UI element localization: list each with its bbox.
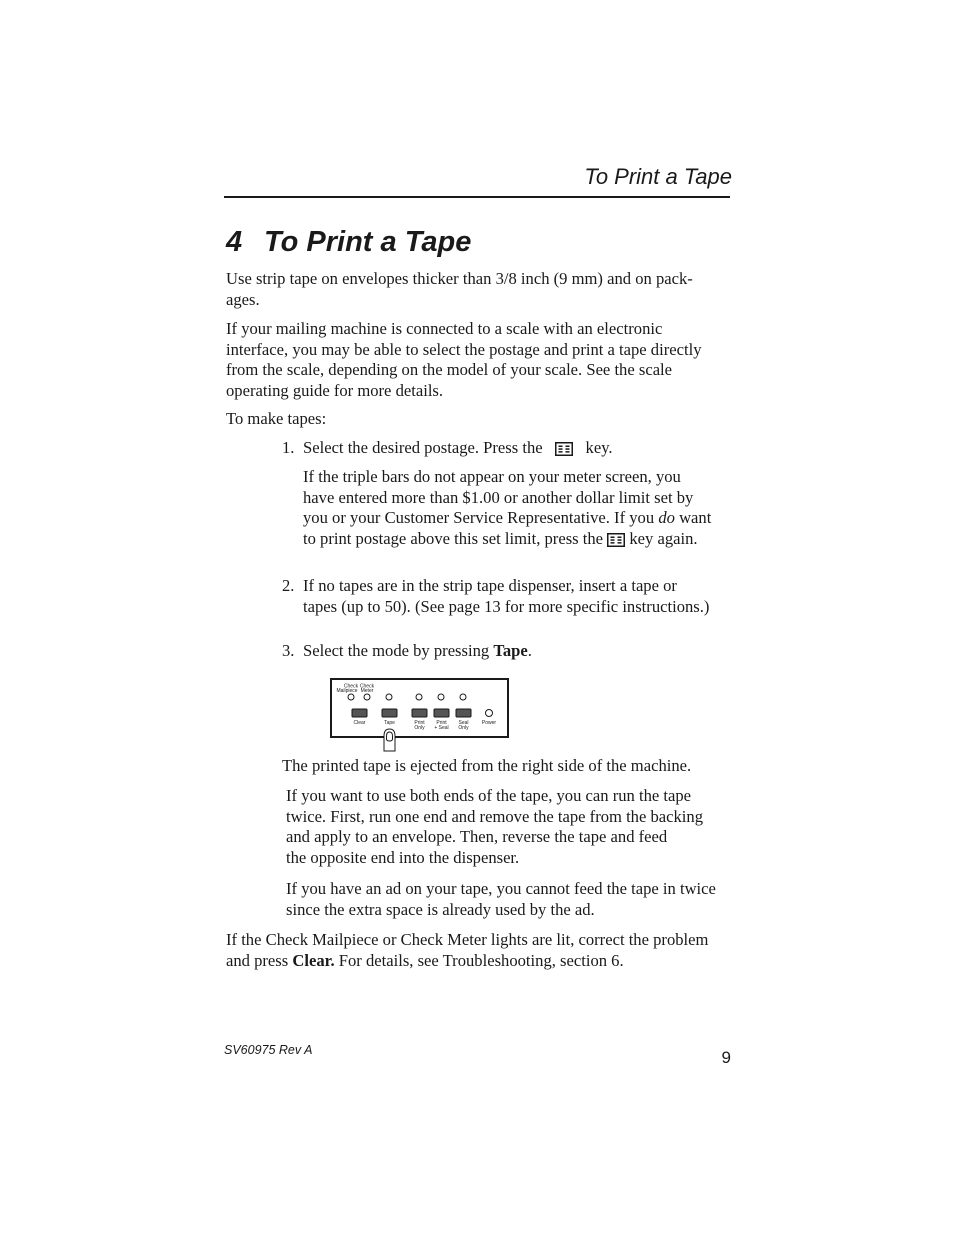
both-ends-paragraph: If you want to use both ends of the tape, you can run the tape twice. First, run one end and remove the tape from the backing and apply to an envelope. Then, reverse the tape and feed the opposite end into the dispenser. [286,786,704,867]
tape-button [382,709,397,717]
intro-paragraph-2: If your mailing machine is connected to a scale with an electronic interface, you may be able to select the postage and print a tape directly from the scale, depending on the model of your scale. See the scale operating guide for more details. [226,319,702,400]
print-only-label-l1: Print [414,720,425,726]
step-2-text: If no tapes are in the strip tape dispenser, insert a tape or tapes (up to 50). (See page 13 for more specific instructions.) [303,576,710,616]
step-1-note: If the triple bars do not appear on your meter screen, you have entered more than $1.00 or another dollar limit set by you or your Customer Service Representative. If you do want to print postage above this set limit, press the key again. [303,467,738,552]
document-code: SV60975 Rev A [224,1043,313,1057]
print-seal-label-l2: + Seal [434,725,449,731]
step-2-number: 2. [282,576,295,595]
check-mailpiece-label-l1: Check [343,683,359,690]
print-only-button [412,709,427,717]
chapter-heading [226,222,471,262]
print-seal-button [434,709,449,717]
ad-paragraph: If you have an ad on your tape, you cannot feed the tape in twice since the extra space is already used by the ad. [286,879,716,919]
power-label: Power [481,720,497,726]
step-1-number: 1. [282,438,295,457]
step-3-number: 3. [282,641,295,660]
check-meter-label-l2: Meter [360,688,374,694]
clear-button-label: Clear [353,720,366,726]
print-only-label-l2: Only [414,725,425,731]
check-mailpiece-light [348,694,354,700]
running-header-title: To Print a Tape [584,164,732,189]
print-only-light [416,694,422,700]
tape-button-label: Tape [384,720,395,726]
intro-paragraph-3: To make tapes: [226,409,327,428]
print-seal-label-l1: Print [436,720,447,726]
triple-bar-key-icon [607,532,625,553]
intro-paragraph-1: Use strip tape on envelopes thicker than 3/8 inch (9 mm) and on pack- ages. [226,269,693,309]
chapter-number: 4 [226,226,243,258]
tape-light [386,694,392,700]
chapter-title: To Print a Tape [264,226,472,258]
ejected-paragraph: The printed tape is ejected from the right side of the machine. [282,756,692,775]
step-1-text: Select the desired postage. Press the key. [303,438,733,462]
step-3-text: Select the mode by pressing Tape. [303,641,532,660]
header-rule [224,196,730,198]
clear-paragraph: If the Check Mailpiece or Check Meter lights are lit, correct the problem and press Clear. For details, see Troubleshooting, section 6. [226,930,709,970]
pressing-finger-icon [384,729,395,751]
control-panel-illustration [330,678,509,738]
check-meter-light [364,694,370,700]
seal-only-light [460,694,466,700]
power-light [486,710,493,717]
print-seal-light [438,694,444,700]
triple-bar-key-icon [555,441,573,462]
seal-only-label-l1: Seal [458,720,469,726]
check-meter-label-l1: Check [359,683,375,690]
seal-only-button [456,709,471,717]
clear-button [352,709,367,717]
page-number: 9 [721,1048,731,1067]
check-mailpiece-label-l2: Mailpiece [336,688,358,694]
seal-only-label-l2: Only [458,725,469,731]
